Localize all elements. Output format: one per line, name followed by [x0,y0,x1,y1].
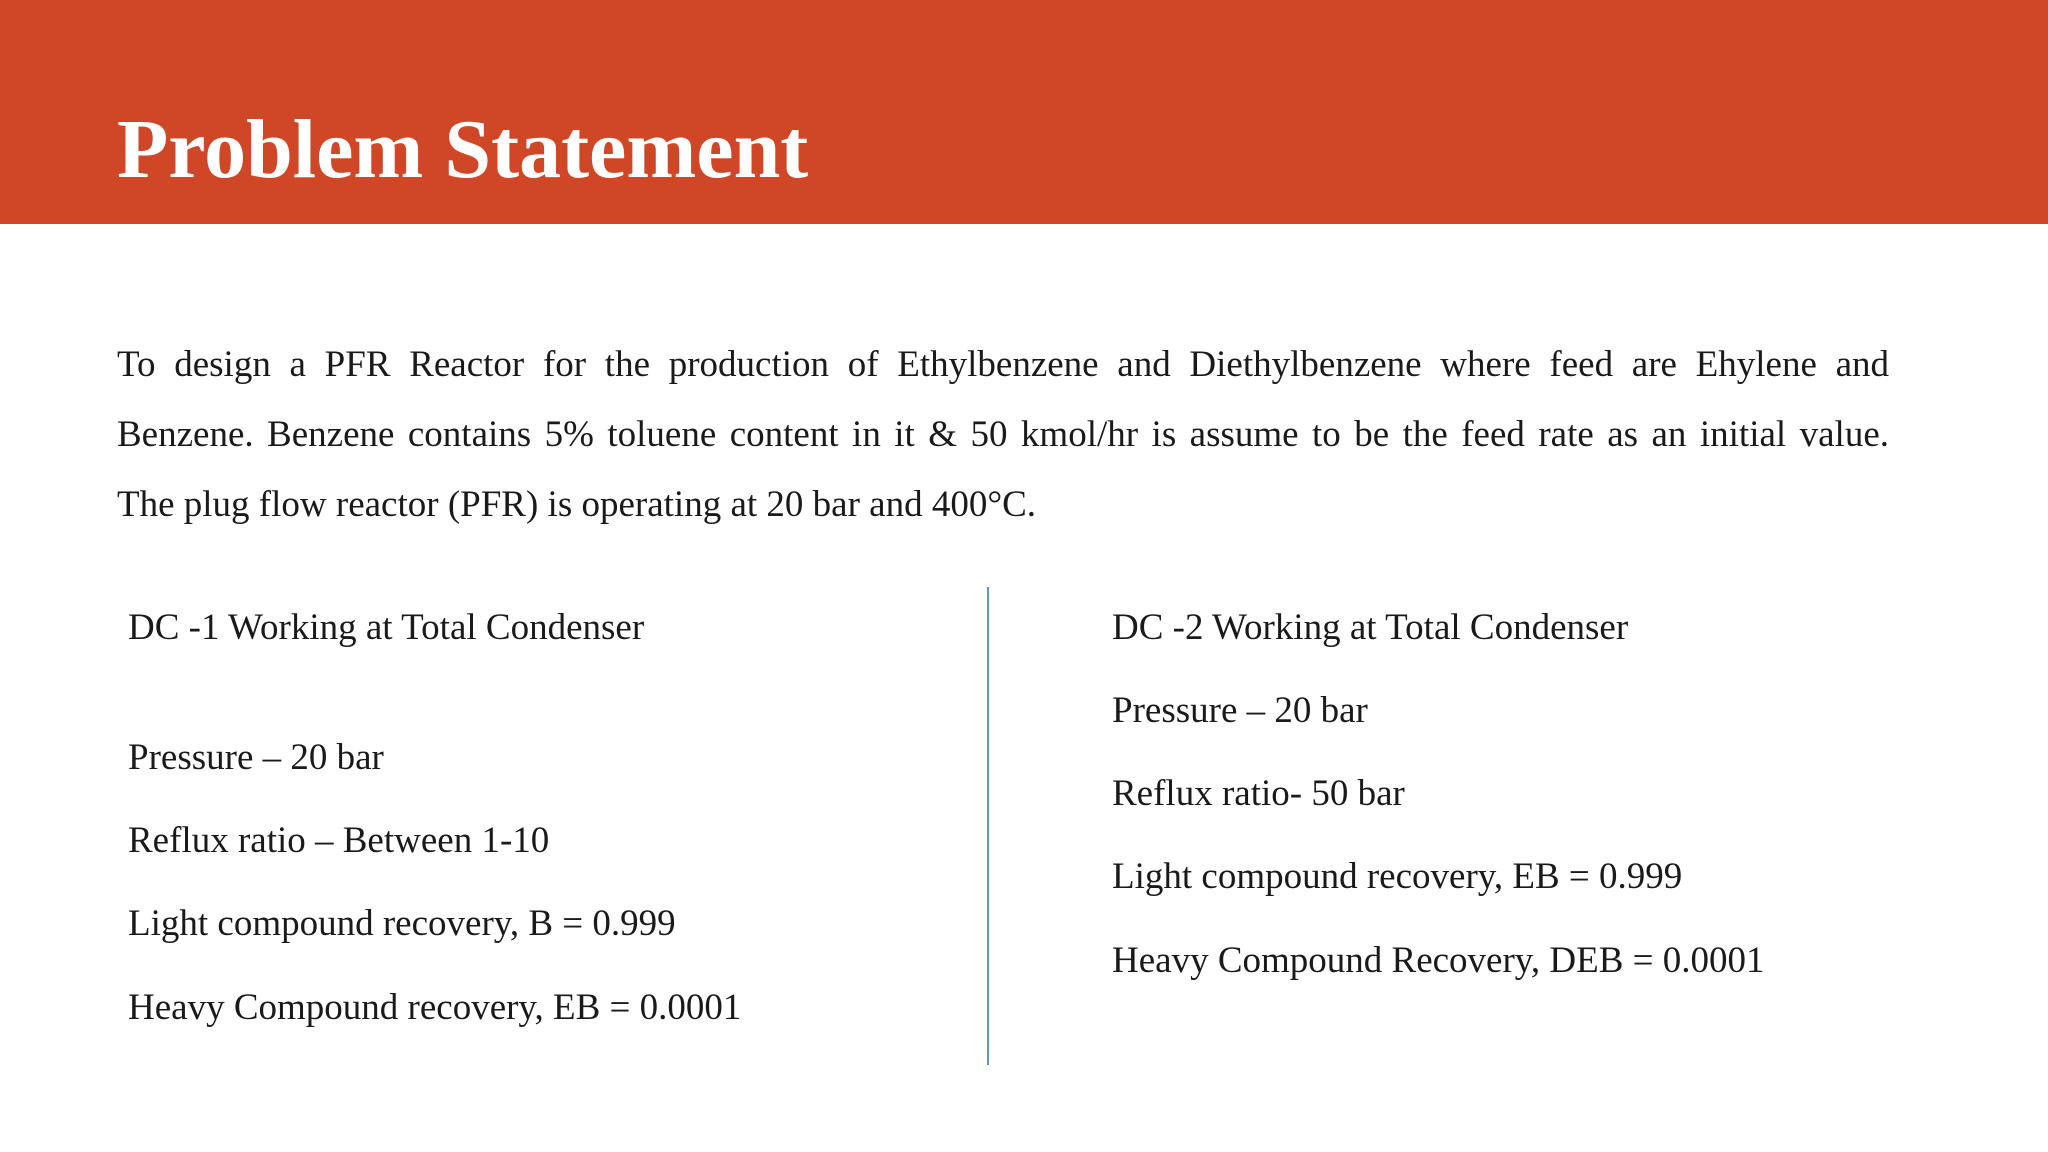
dc2-reflux-ratio: Reflux ratio- 50 bar [1112,773,1405,814]
description-line: Benzene. Benzene contains 5% toluene content in it & 50 kmol/hr is assume to be the feed rate as an initial value. [117,414,1889,455]
dc1-reflux-ratio: Reflux ratio – Between 1-10 [128,820,550,861]
dc2-heavy-recovery: Heavy Compound Recovery, DEB = 0.0001 [1112,940,1765,981]
description-line: To design a PFR Reactor for the production of Ethylbenzene and Diethylbenzene where feed are Ehylene and [117,344,1889,385]
dc1-light-recovery: Light compound recovery, B = 0.999 [128,903,676,944]
slide-title: Problem Statement [117,103,809,196]
dc1-heading: DC -1 Working at Total Condenser [128,607,645,648]
dc2-light-recovery: Light compound recovery, EB = 0.999 [1112,856,1683,897]
dc2-heading: DC -2 Working at Total Condenser [1112,607,1629,648]
dc1-pressure: Pressure – 20 bar [128,737,384,778]
dc2-pressure: Pressure – 20 bar [1112,690,1368,731]
problem-description [117,330,1889,540]
dc1-heavy-recovery: Heavy Compound recovery, EB = 0.0001 [128,987,742,1028]
dc1-column [128,605,948,1045]
column-divider [987,587,989,1065]
description-line: The plug flow reactor (PFR) is operating at 20 bar and 400°C. [117,484,1037,525]
dc2-column [1112,605,1972,1005]
